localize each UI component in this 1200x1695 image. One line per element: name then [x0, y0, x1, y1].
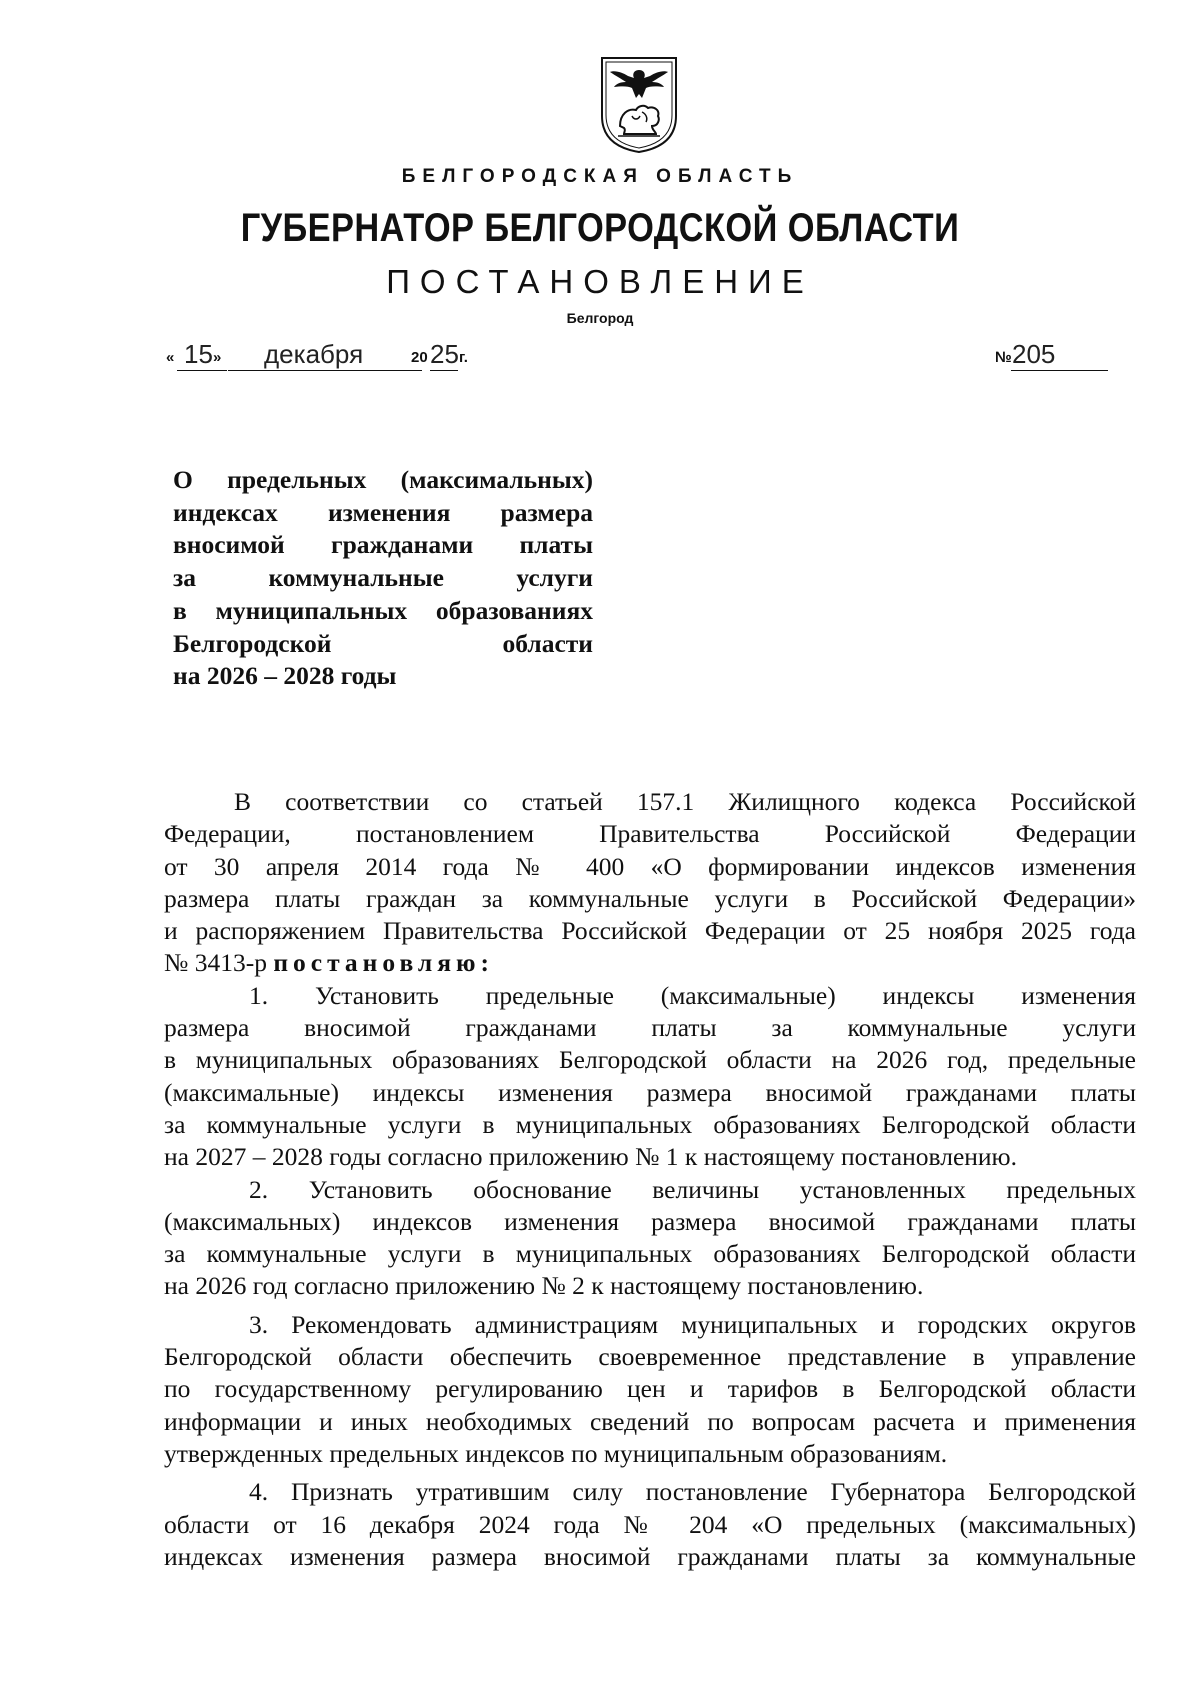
date-open-quote: « — [166, 349, 175, 366]
body-line: (максимальные) индексы изменения размера вносимой гражданами платы — [164, 1077, 1136, 1107]
title-line: вносимой гражданами платы — [173, 530, 593, 560]
title-line: О предельных (максимальных) — [173, 465, 593, 494]
order-number: № 3413-р — [164, 948, 274, 978]
date-month: декабря — [264, 339, 364, 369]
body-line: Федерации, постановлением Правительства Российской Федерации — [164, 819, 1136, 849]
date-day: 15 — [184, 339, 213, 369]
body-line: В соответствии со статьей 157.1 Жилищного кодекса Российской — [234, 787, 1136, 816]
body-line: в муниципальных образованиях Белгородской области на 2026 год, предельные — [164, 1045, 1136, 1075]
date-year-abbr: г. — [459, 349, 468, 366]
number-value: 205 — [1012, 339, 1056, 369]
resolve-word: постановляю: — [273, 948, 494, 978]
body-line: за коммунальные услуги в муниципальных образованиях Белгородской области — [164, 1109, 1136, 1139]
coat-of-arms-emblem — [594, 54, 684, 154]
body-line: за коммунальные услуги в муниципальных образованиях Белгородской области — [164, 1239, 1136, 1269]
title-line: индексах изменения размера — [173, 497, 593, 527]
title-line: за коммунальные услуги — [173, 563, 593, 593]
body-line: 2. Установить обоснование величины установленных предельных — [249, 1174, 1136, 1204]
body-line: информации и иных необходимых сведений по вопросам расчета и применения — [164, 1406, 1136, 1436]
number-sign: № — [995, 349, 1012, 366]
body-line: области от 16 декабря 2024 года № 204 «О предельных (максимальных) — [164, 1509, 1136, 1539]
date-close-quote: » — [213, 349, 222, 366]
paragraph-4 — [164, 1476, 1136, 1573]
body-line: Белгородской области обеспечить своевременное представление в управление — [164, 1342, 1136, 1372]
date-year-prefix: 20 — [411, 349, 428, 366]
paragraph-1 — [164, 980, 1136, 1174]
body-line: 4. Признать утратившим силу постановление Губернатора Белгородской — [249, 1477, 1136, 1507]
body-line — [164, 947, 1136, 979]
title-line: Белгородской области — [173, 628, 593, 658]
body-line: по государственному регулированию цен и тарифов в Белгородской области — [164, 1374, 1136, 1404]
body-line: от 30 апреля 2014 года № 400 «О формировании индексов изменения — [164, 851, 1136, 881]
title-line: на 2026 – 2028 годы — [173, 661, 397, 691]
body-line: размера вносимой гражданами платы за коммунальные услуги — [164, 1013, 1136, 1043]
body-line: (максимальных) индексов изменения размера вносимой гражданами платы — [164, 1206, 1136, 1236]
decree-body — [164, 786, 1136, 1573]
body-line: утвержденных предельных индексов по муниципальным образованиям. — [164, 1438, 948, 1468]
body-line: и распоряжением Правительства Российской Федерации от 25 ноября 2025 года — [164, 916, 1136, 946]
body-line: индексах изменения размера вносимой гражданами платы за коммунальные — [164, 1541, 1136, 1571]
city-label: Белгород — [566, 310, 634, 326]
body-line: на 2026 год согласно приложению № 2 к настоящему постановлению. — [164, 1271, 924, 1301]
paragraph-3 — [164, 1309, 1136, 1470]
governor-heading: ГУБЕРНАТОР БЕЛГОРОДСКОЙ ОБЛАСТИ — [240, 206, 960, 250]
decree-number — [995, 339, 1110, 372]
body-line: 3. Рекомендовать администрациям муниципальных и городских округов — [249, 1309, 1136, 1339]
body-line: размера платы граждан за коммунальные услуги в Российской Федерации» — [164, 883, 1136, 913]
body-line: 1. Установить предельные (максимальные) индексы изменения — [249, 980, 1136, 1010]
region-heading: БЕЛГОРОДСКАЯ ОБЛАСТЬ — [401, 166, 799, 187]
date-year-suffix: 25 — [430, 339, 459, 369]
title-line: в муниципальных образованиях — [173, 595, 593, 625]
decree-type-heading: ПОСТАНОВЛЕНИЕ — [386, 263, 814, 300]
decree-title — [173, 464, 593, 693]
body-line: на 2027 – 2028 годы согласно приложению № 1 к настоящему постановлению. — [164, 1142, 1017, 1172]
paragraph-2 — [164, 1174, 1136, 1303]
intro-paragraph — [164, 786, 1136, 980]
